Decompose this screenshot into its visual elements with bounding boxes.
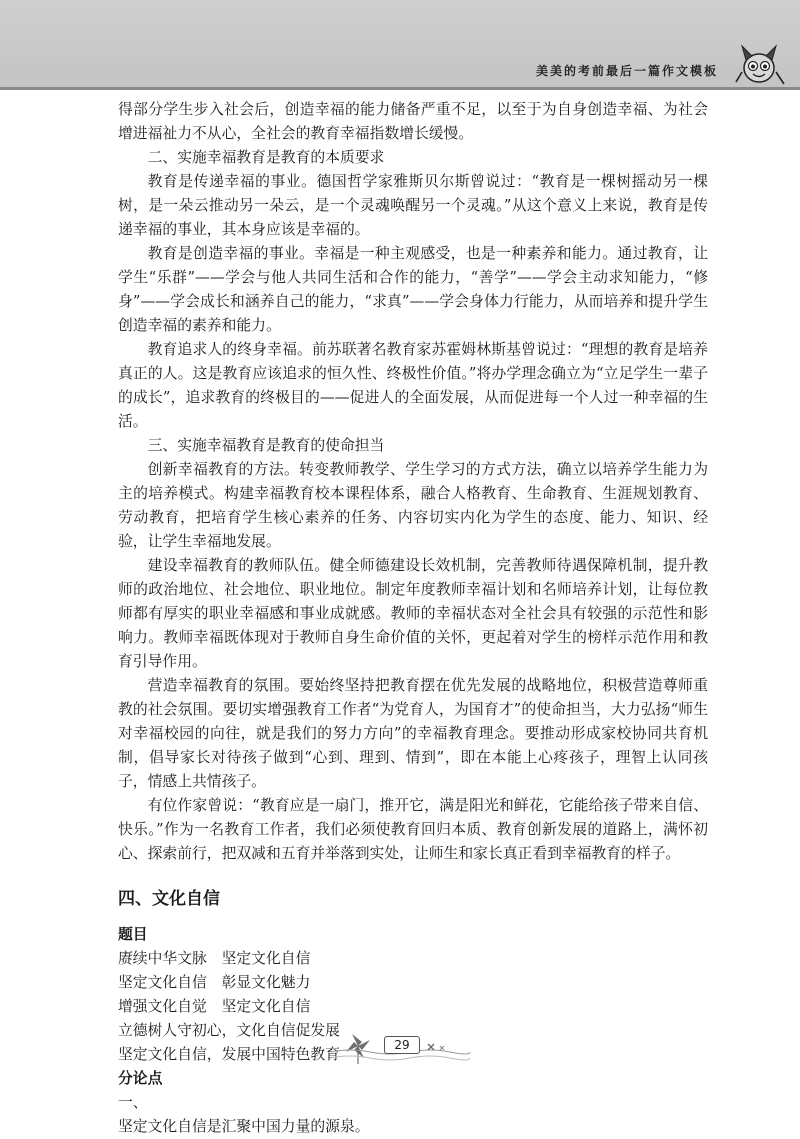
page-number: 29	[384, 1036, 420, 1054]
header-rule	[0, 87, 800, 90]
section-title: 四、文化自信	[118, 889, 220, 909]
paragraph: 教育追求人的终身幸福。前苏联著名教育家苏霍姆林斯基曾说过：“理想的教育是培养真正的人。这是教育应该追求的恒久性、终极性价值。”将办学理念确立为“立足学生一辈子的成长”，追求教育的终极目的——促进人的全面发展，从而促进每一个人过一种幸福的生活。	[118, 341, 708, 430]
topic-item: 坚定文化自信，发展中国特色教育	[118, 1046, 340, 1063]
section-heading-2: 二、实施幸福教育是教育的本质要求	[147, 149, 385, 166]
section-heading-3: 三、实施幸福教育是教育的使命担当	[147, 437, 385, 454]
topic-item: 赓续中华文脉 坚定文化自信	[118, 950, 311, 967]
paragraph: 教育是传递幸福的事业。德国哲学家雅斯贝尔斯曾说过：“教育是一棵树摇动另一棵树，是一朵云推动另一朵云，是一个灵魂唤醒另一个灵魂。”从这个意义上来说，教育是传递幸福的事业，其本身应该是幸福的。	[118, 173, 708, 238]
running-header-title: 美美的考前最后一篇作文模板	[535, 64, 718, 78]
paragraph: 有位作家曾说：“教育应是一扇门，推开它，满是阳光和鲜花，它能给孩子带来自信、快乐。”作为一名教育工作者，我们必须使教育回归本质、教育创新发展的道路上，满怀初心、探索前行，把双减和五育并举落到实处，让师生和家长真正看到幸福教育的样子。	[118, 797, 708, 862]
mascot-icon	[732, 38, 786, 92]
paragraph: 教育是创造幸福的事业。幸福是一种主观感受，也是一种素养和能力。通过教育，让学生“乐群”——学会与他人共同生活和合作的能力，“善学”——学会主动求知能力，“修身”——学会成长和涵养自己的能力，“求真”——学会身体力行能力，从而培养和提升学生创造幸福的素养和能力。	[118, 245, 708, 334]
topic-item: 立德树人守初心，文化自信促发展	[118, 1022, 340, 1039]
topic-item: 坚定文化自信 彰显文化魅力	[118, 974, 311, 991]
topics-label: 题目	[118, 926, 148, 943]
page-footer	[330, 1026, 470, 1066]
paragraph: 创新幸福教育的方法。转变教师教学、学生学习的方式方法，确立以培养学生能力为主的培养模式。构建幸福教育校本课程体系，融合人格教育、生命教育、生涯规划教育、劳动教育，把培育学生核心素养的任务、内容切实内化为学生的态度、能力、知识、经验，让学生幸福地发展。	[118, 461, 708, 550]
points-label: 分论点	[118, 1070, 163, 1087]
paragraph-continued: 得部分学生步入社会后，创造幸福的能力储备严重不足，以至于为自身创造幸福、为社会增进福祉力不从心，全社会的教育幸福指数增长缓慢。	[118, 101, 708, 142]
point-text: 坚定文化自信是汇聚中国力量的源泉。	[118, 1118, 370, 1135]
point-number: 一、	[118, 1094, 148, 1111]
paragraph: 建设幸福教育的教师队伍。健全师德建设长效机制，完善教师待遇保障机制，提升教师的政治地位、社会地位、职业地位。制定年度教师幸福计划和名师培养计划，让每位教师都有厚实的职业幸福感和事业成就感。教师的幸福状态对全社会具有较强的示范性和影响力。教师幸福既体现对于教师自身生命价值的关怀，更起着对学生的榜样示范作用和教育引导作用。	[118, 557, 708, 670]
paragraph: 营造幸福教育的氛围。要始终坚持把教育摆在优先发展的战略地位，积极营造尊师重教的社会氛围。要切实增强教育工作者“为党育人，为国育才”的使命担当，大力弘扬“师生对幸福校园的向往，就是我们的努力方向”的幸福教育理念。要推动形成家校协同共育机制，倡导家长对待孩子做到“心到、理到、情到”，即在本能上心疼孩子，理智上认同孩子，情感上共情孩子。	[118, 677, 708, 790]
page-content	[118, 98, 708, 1139]
topic-item: 增强文化自觉 坚定文化自信	[118, 998, 311, 1015]
